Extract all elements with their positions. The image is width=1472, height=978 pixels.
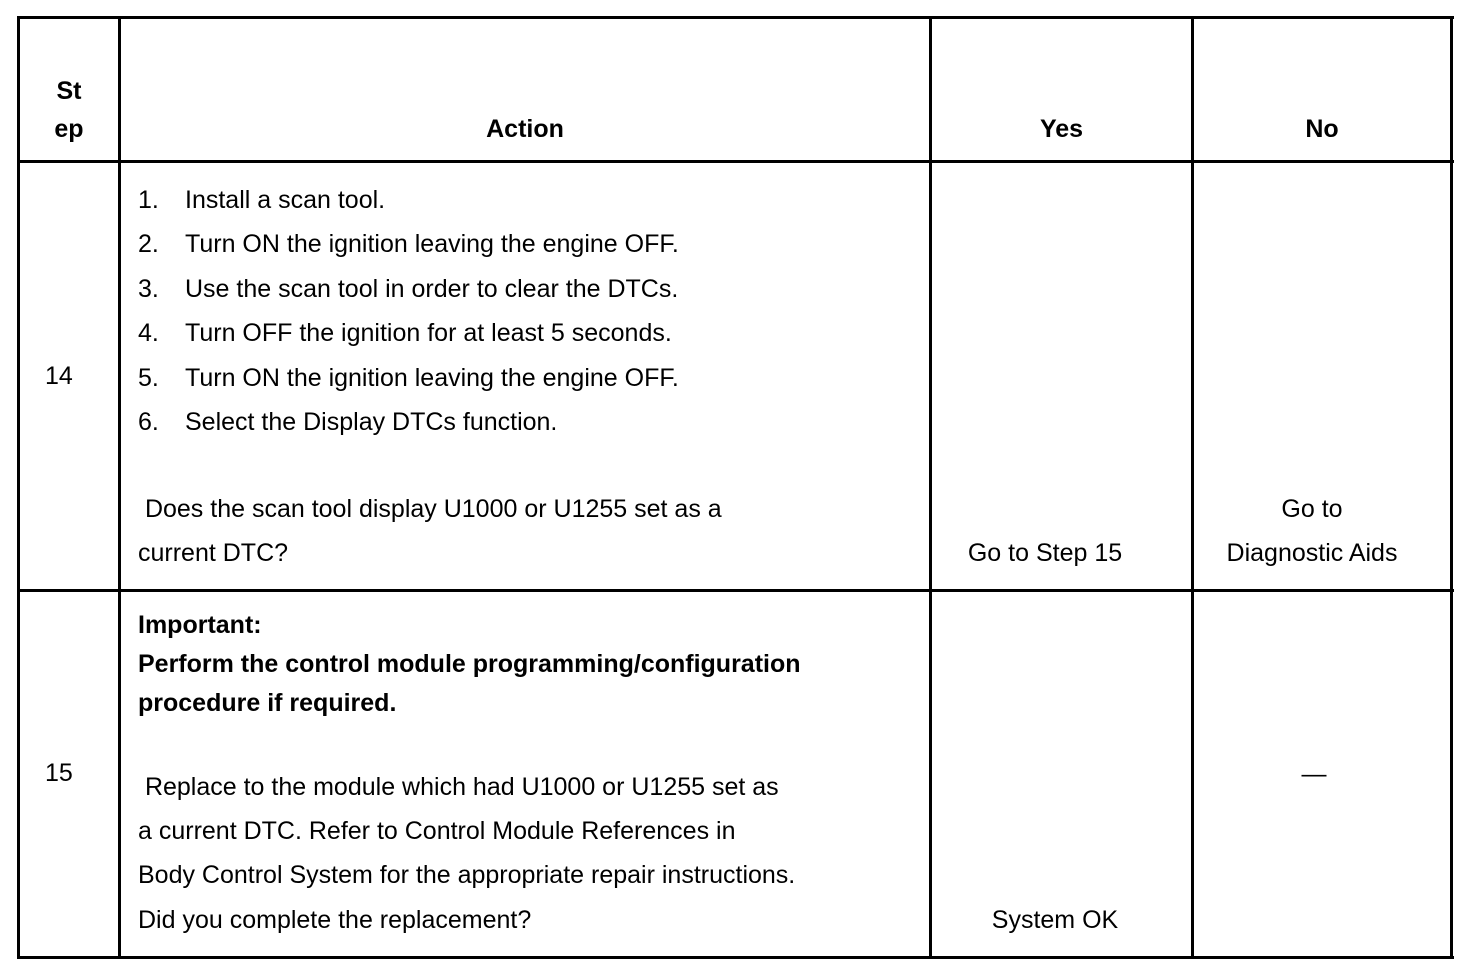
list-item: 3. Use the scan tool in order to clear the DTCs. (138, 274, 679, 303)
list-item: 5. Turn ON the ignition leaving the engine OFF. (138, 363, 679, 392)
column-divider (929, 16, 932, 959)
instruction-line3: Body Control System for the appropriate repair instructions. (138, 861, 796, 889)
instruction-line4: Did you complete the replacement? (138, 906, 532, 934)
list-item: 6. Select the Display DTCs function. (138, 408, 558, 437)
step-number: 14 (45, 362, 73, 390)
header-action: Action (486, 115, 564, 143)
important-label: Important: (138, 611, 262, 639)
action-steps-list (138, 178, 679, 444)
list-item: 2. Turn ON the ignition leaving the engine OFF. (138, 230, 679, 259)
important-note-line1: Perform the control module programming/configuration (138, 650, 801, 678)
instruction-line1: Replace to the module which had U1000 or U1255 set as (138, 773, 779, 801)
header-step-line1: St (56, 77, 82, 105)
column-divider (1450, 16, 1453, 959)
yes-action: Go to Step 15 (967, 539, 1123, 567)
list-item: 4. Turn OFF the ignition for at least 5 seconds. (138, 319, 672, 348)
row-divider (17, 589, 1454, 592)
instruction-line2: a current DTC. Refer to Control Module References in (138, 817, 736, 845)
question-line2: current DTC? (138, 539, 289, 567)
no-action-line2: Diagnostic Aids (1226, 539, 1398, 567)
question-line1: Does the scan tool display U1000 or U1255 set as a (138, 495, 722, 523)
header-no: No (1305, 115, 1339, 143)
no-action-line1: Go to (1281, 495, 1343, 523)
header-yes: Yes (1039, 115, 1084, 143)
no-action: — (1301, 760, 1327, 788)
header-step-line2: ep (54, 115, 84, 143)
step-number: 15 (45, 759, 73, 787)
yes-action: System OK (991, 906, 1119, 934)
header-step (20, 72, 118, 148)
important-note-line2: procedure if required. (138, 689, 397, 717)
row-divider (17, 160, 1454, 163)
list-item: 1. Install a scan tool. (138, 186, 386, 214)
column-divider (118, 16, 121, 959)
